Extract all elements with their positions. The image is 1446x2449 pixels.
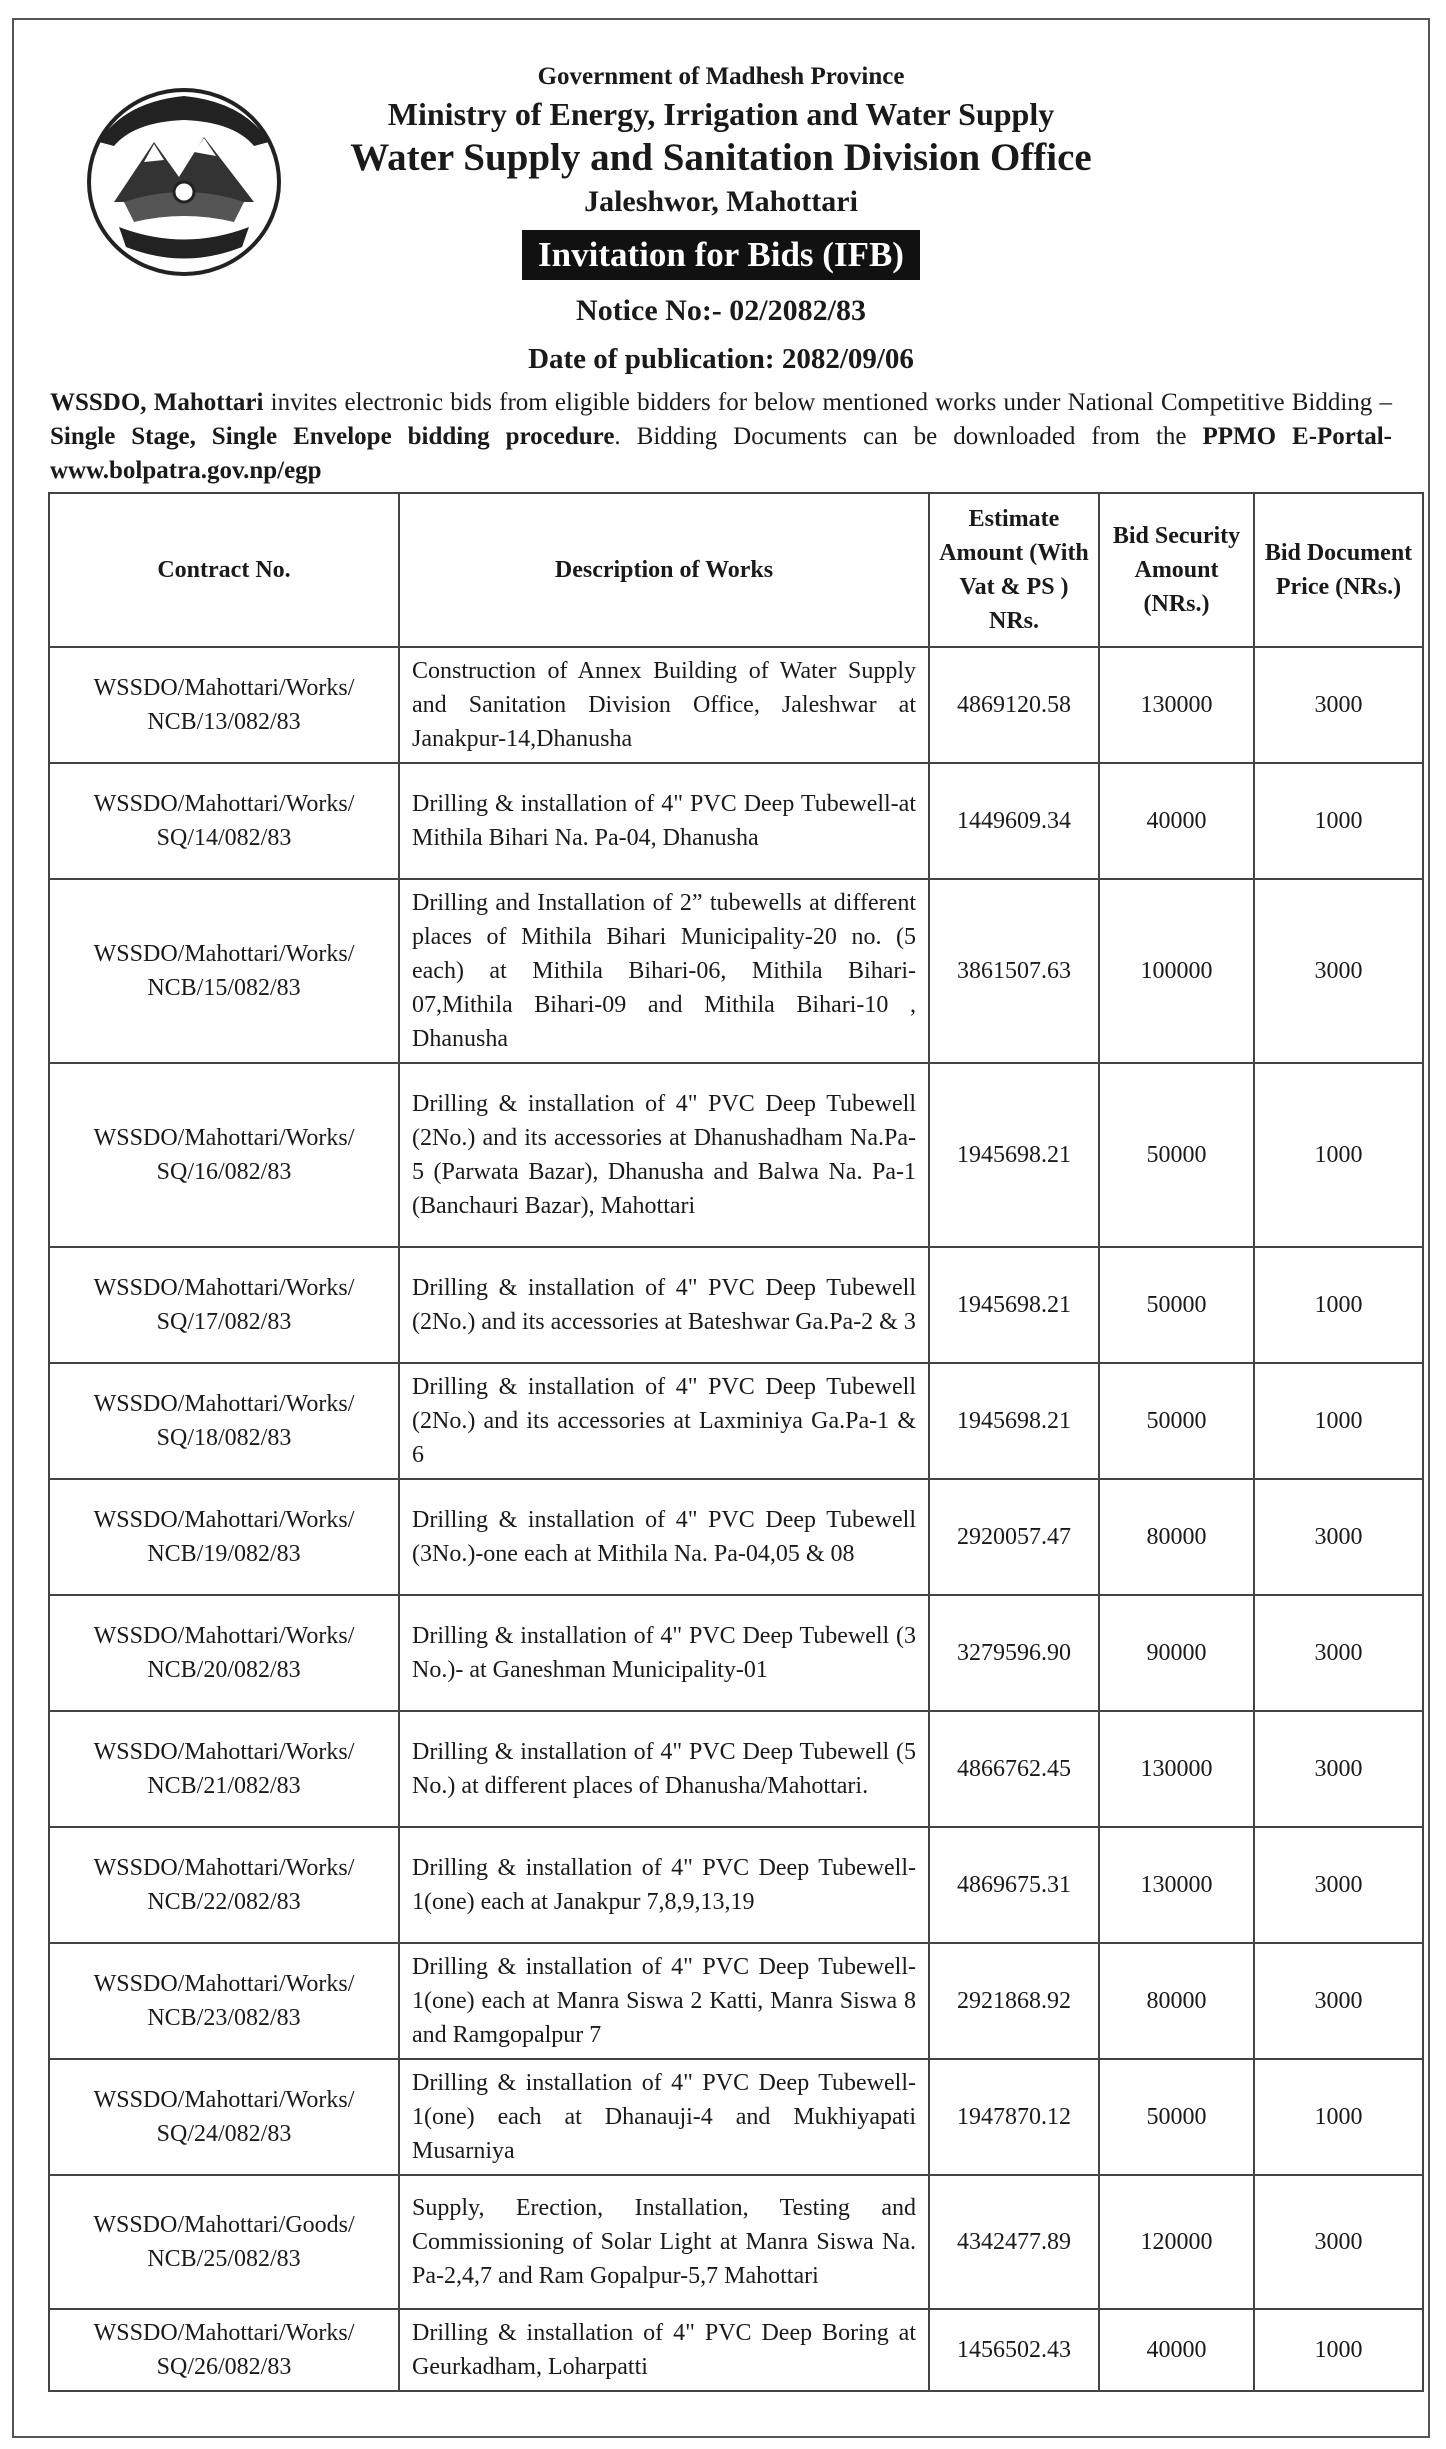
security-cell: 50000 (1099, 1247, 1254, 1363)
contract-cell: WSSDO/Mahottari/Works/ SQ/14/082/83 (49, 763, 399, 879)
description-cell: Supply, Erection, Installation, Testing and Commissioning of Solar Light at Manra Siswa Na. Pa-2,4,7 and Ram Gopalpur-5,7 Mahottari (399, 2175, 929, 2309)
price-cell: 1000 (1254, 763, 1423, 879)
description-cell: Drilling & installation of 4" PVC Deep Tubewell (2No.) and its accessories at Bateshwar Ga.Pa-2 & 3 (399, 1247, 929, 1363)
table-body (49, 647, 1423, 2391)
contract-cell: WSSDO/Mahottari/Goods/ NCB/25/082/83 (49, 2175, 399, 2309)
estimate-cell: 1947870.12 (929, 2059, 1099, 2175)
header-security: Bid Security Amount (NRs.) (1099, 493, 1254, 647)
bids-table (48, 492, 1424, 2392)
price-cell: 3000 (1254, 2175, 1423, 2309)
table-row (49, 647, 1423, 763)
intro-text-2: . Bidding Documents can be downloaded from the (614, 423, 1203, 450)
contract-cell: WSSDO/Mahottari/Works/ SQ/17/082/83 (49, 1247, 399, 1363)
contract-cell: WSSDO/Mahottari/Works/ SQ/18/082/83 (49, 1363, 399, 1479)
contract-cell: WSSDO/Mahottari/Works/ NCB/22/082/83 (49, 1827, 399, 1943)
estimate-cell: 3861507.63 (929, 879, 1099, 1063)
security-cell: 130000 (1099, 1827, 1254, 1943)
table-row (49, 1943, 1423, 2059)
table-row (49, 2175, 1423, 2309)
security-cell: 130000 (1099, 647, 1254, 763)
price-cell: 3000 (1254, 1479, 1423, 1595)
contract-cell: WSSDO/Mahottari/Works/ NCB/13/082/83 (49, 647, 399, 763)
office-name: Water Supply and Sanitation Division Office (350, 136, 1092, 179)
table-row (49, 763, 1423, 879)
description-cell: Drilling & installation of 4" PVC Deep Tubewell-1(one) each at Manra Siswa 2 Katti, Manra Siswa 8 and Ramgopalpur 7 (399, 1943, 929, 2059)
contract-cell: WSSDO/Mahottari/Works/ SQ/24/082/83 (49, 2059, 399, 2175)
intro-text: invites electronic bids from eligible bidders for below mentioned works under National Competitive Bidding – (263, 389, 1393, 416)
price-cell: 3000 (1254, 647, 1423, 763)
price-cell: 1000 (1254, 1063, 1423, 1247)
estimate-cell: 4869120.58 (929, 647, 1099, 763)
price-cell: 3000 (1254, 1943, 1423, 2059)
description-cell: Drilling & installation of 4" PVC Deep Tubewell (2No.) and its accessories at Dhanushadham Na.Pa-5 (Parwata Bazar), Dhanusha and Balwa Na. Pa-1 (Banchauri Bazar), Mahottari (399, 1063, 929, 1247)
description-cell: Drilling and Installation of 2” tubewells at different places of Mithila Bihari Municipality-20 no. (5 each) at Mithila Bihari-06, Mithila Bihari-07,Mithila Bihari-09 and Mithila Bihari-10 , Dhanusha (399, 879, 929, 1063)
notice-title: Invitation for Bids (IFB) (522, 230, 920, 280)
description-cell: Drilling & installation of 4" PVC Deep Tubewell-at Mithila Bihari Na. Pa-04, Dhanusha (399, 763, 929, 879)
security-cell: 50000 (1099, 2059, 1254, 2175)
notice-header (14, 60, 1428, 382)
contract-cell: WSSDO/Mahottari/Works/ NCB/23/082/83 (49, 1943, 399, 2059)
estimate-cell: 3279596.90 (929, 1595, 1099, 1711)
estimate-cell: 1945698.21 (929, 1363, 1099, 1479)
contract-cell: WSSDO/Mahottari/Works/ SQ/16/082/83 (49, 1063, 399, 1247)
estimate-cell: 4342477.89 (929, 2175, 1099, 2309)
intro-paragraph (50, 386, 1392, 488)
table-row (49, 1247, 1423, 1363)
contract-cell: WSSDO/Mahottari/Works/ NCB/21/082/83 (49, 1711, 399, 1827)
government-name: Government of Madhesh Province (537, 63, 905, 90)
description-cell: Drilling & installation of 4" PVC Deep Boring at Geurkadham, Loharpatti (399, 2309, 929, 2391)
estimate-cell: 4866762.45 (929, 1711, 1099, 1827)
estimate-cell: 1456502.43 (929, 2309, 1099, 2391)
table-header-row (49, 493, 1423, 647)
table-row (49, 1479, 1423, 1595)
security-cell: 50000 (1099, 1063, 1254, 1247)
description-cell: Drilling & installation of 4" PVC Deep Tubewell-1(one) each at Janakpur 7,8,9,13,19 (399, 1827, 929, 1943)
description-cell: Drilling & installation of 4" PVC Deep Tubewell (5 No.) at different places of Dhanusha/Mahottari. (399, 1711, 929, 1827)
security-cell: 80000 (1099, 1943, 1254, 2059)
header-description: Description of Works (399, 493, 929, 647)
office-location: Jaleshwor, Mahottari (584, 185, 858, 218)
price-cell: 1000 (1254, 2309, 1423, 2391)
security-cell: 80000 (1099, 1479, 1254, 1595)
publication-date: Date of publication: 2082/09/06 (528, 343, 914, 375)
table-row (49, 879, 1423, 1063)
table-row (49, 1827, 1423, 1943)
security-cell: 40000 (1099, 2309, 1254, 2391)
table-row (49, 1063, 1423, 1247)
security-cell: 40000 (1099, 763, 1254, 879)
description-cell: Construction of Annex Building of Water Supply and Sanitation Division Office, Jaleshwar at Janakpur-14,Dhanusha (399, 647, 929, 763)
price-cell: 1000 (1254, 2059, 1423, 2175)
ministry-name: Ministry of Energy, Irrigation and Water Supply (387, 96, 1055, 132)
table-row (49, 2059, 1423, 2175)
contract-cell: WSSDO/Mahottari/Works/ NCB/15/082/83 (49, 879, 399, 1063)
price-cell: 3000 (1254, 1711, 1423, 1827)
estimate-cell: 1945698.21 (929, 1247, 1099, 1363)
security-cell: 50000 (1099, 1363, 1254, 1479)
header-contract: Contract No. (49, 493, 399, 647)
description-cell: Drilling & installation of 4" PVC Deep Tubewell (3 No.)- at Ganeshman Municipality-01 (399, 1595, 929, 1711)
security-cell: 120000 (1099, 2175, 1254, 2309)
notice-page (12, 18, 1430, 2438)
estimate-cell: 2920057.47 (929, 1479, 1099, 1595)
contract-cell: WSSDO/Mahottari/Works/ NCB/19/082/83 (49, 1479, 399, 1595)
estimate-cell: 4869675.31 (929, 1827, 1099, 1943)
price-cell: 1000 (1254, 1247, 1423, 1363)
table-row (49, 1595, 1423, 1711)
intro-procedure: Single Stage, Single Envelope bidding procedure (50, 423, 615, 450)
table-row (49, 1711, 1423, 1827)
contract-cell: WSSDO/Mahottari/Works/ SQ/26/082/83 (49, 2309, 399, 2391)
estimate-cell: 1449609.34 (929, 763, 1099, 879)
notice-number: Notice No:- 02/2082/83 (576, 294, 866, 327)
security-cell: 130000 (1099, 1711, 1254, 1827)
estimate-cell: 1945698.21 (929, 1063, 1099, 1247)
intro-portal: PPMO E-Portal-www.bolpatra.gov.np/egp (50, 423, 1392, 484)
description-cell: Drilling & installation of 4" PVC Deep Tubewell-1(one) each at Dhanauji-4 and Mukhiyapati Musarniya (399, 2059, 929, 2175)
header-estimate: Estimate Amount (With Vat & PS ) NRs. (929, 493, 1099, 647)
price-cell: 3000 (1254, 1595, 1423, 1711)
price-cell: 1000 (1254, 1363, 1423, 1479)
description-cell: Drilling & installation of 4" PVC Deep Tubewell (3No.)-one each at Mithila Na. Pa-04,05 & 08 (399, 1479, 929, 1595)
estimate-cell: 2921868.92 (929, 1943, 1099, 2059)
description-cell: Drilling & installation of 4" PVC Deep Tubewell (2No.) and its accessories at Laxminiya Ga.Pa-1 & 6 (399, 1363, 929, 1479)
security-cell: 100000 (1099, 879, 1254, 1063)
price-cell: 3000 (1254, 1827, 1423, 1943)
price-cell: 3000 (1254, 879, 1423, 1063)
intro-issuer: WSSDO, Mahottari (50, 389, 264, 416)
table-row (49, 2309, 1423, 2391)
security-cell: 90000 (1099, 1595, 1254, 1711)
table-row (49, 1363, 1423, 1479)
contract-cell: WSSDO/Mahottari/Works/ NCB/20/082/83 (49, 1595, 399, 1711)
header-price: Bid Document Price (NRs.) (1254, 493, 1423, 647)
